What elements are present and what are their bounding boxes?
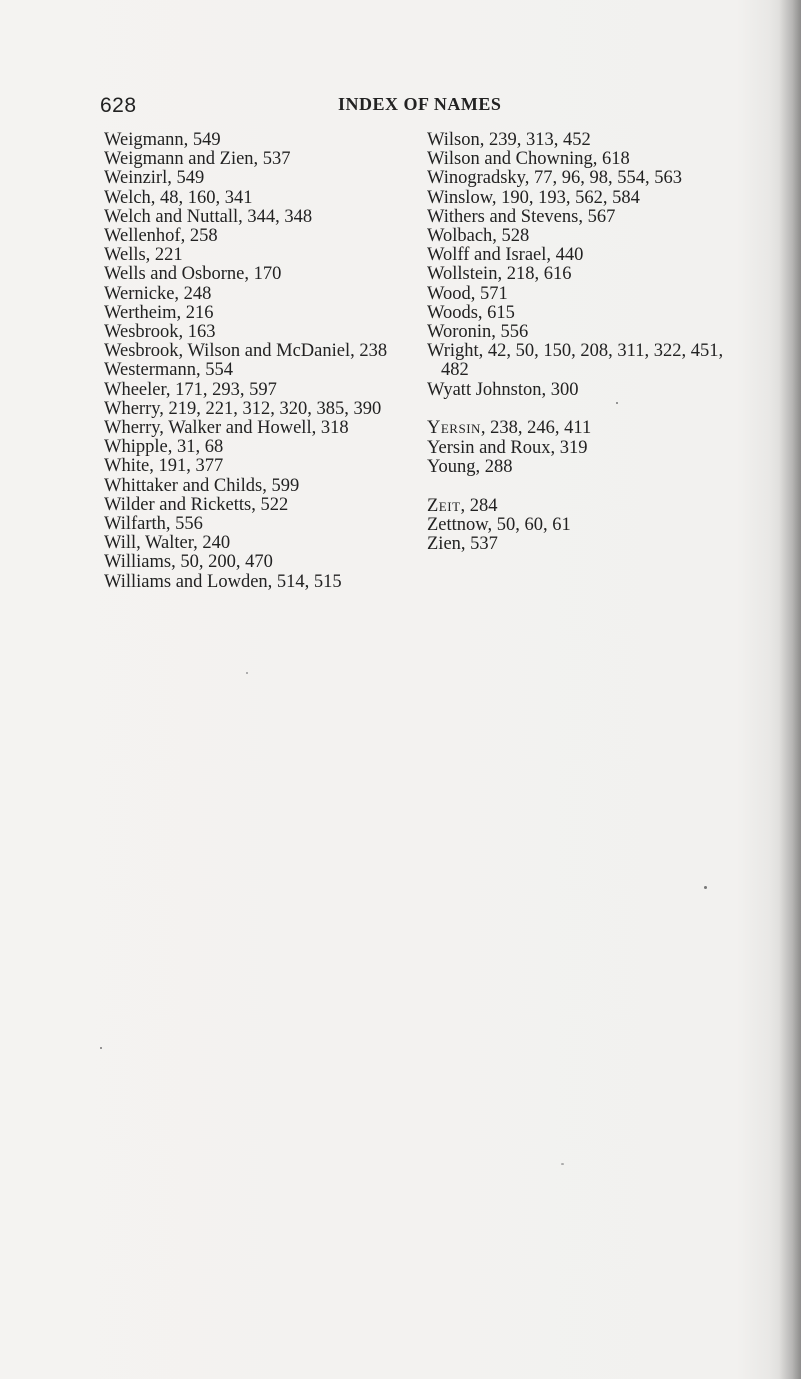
index-entry: Wollstein, 218, 616 bbox=[427, 264, 572, 285]
index-entry: Wilder and Ricketts, 522 bbox=[104, 494, 289, 515]
page-number: 628 bbox=[100, 94, 137, 117]
index-entry: Williams and Lowden, 514, 515 bbox=[104, 571, 342, 592]
index-entry: Wilson and Chowning, 618 bbox=[427, 149, 630, 170]
index-entry: Zien, 537 bbox=[427, 534, 498, 555]
index-entry: White, 191, 377 bbox=[104, 456, 224, 477]
index-entry: Winslow, 190, 193, 562, 584 bbox=[427, 187, 640, 208]
index-entry: Wilson, 239, 313, 452 bbox=[427, 130, 591, 150]
paper-speck bbox=[704, 886, 707, 889]
index-entry: Woronin, 556 bbox=[427, 322, 529, 343]
index-entry: Yersin and Roux, 319 bbox=[427, 437, 588, 458]
page-header bbox=[100, 94, 710, 118]
running-title: INDEX OF NAMES bbox=[338, 94, 502, 114]
letter-section-gap bbox=[427, 400, 727, 420]
index-entry: Wesbrook, Wilson and McDaniel, 238 bbox=[104, 341, 388, 362]
index-entry: Westermann, 554 bbox=[104, 360, 234, 381]
index-entry: Young, 288 bbox=[427, 456, 513, 477]
index-column-left bbox=[104, 131, 404, 592]
index-column-right bbox=[427, 131, 727, 554]
index-entry: Wood, 571 bbox=[427, 283, 508, 304]
index-entry: Wherry, 219, 221, 312, 320, 385, 390 bbox=[104, 398, 382, 419]
index-entry-pages: , 284 bbox=[460, 495, 498, 516]
index-entry: Withers and Stevens, 567 bbox=[427, 206, 616, 227]
index-entry: Wellenhof, 258 bbox=[104, 226, 218, 247]
index-entry: Welch, 48, 160, 341 bbox=[104, 187, 253, 208]
index-entry bbox=[427, 497, 727, 516]
index-entry: Wesbrook, 163 bbox=[104, 322, 216, 343]
index-entry: Zettnow, 50, 60, 61 bbox=[427, 514, 571, 535]
index-entry: Whipple, 31, 68 bbox=[104, 437, 224, 458]
page-edge-shadow bbox=[779, 0, 801, 1379]
section-first-name: Zeit bbox=[427, 495, 461, 516]
index-entry: Wolbach, 528 bbox=[427, 226, 530, 247]
letter-section-gap bbox=[427, 477, 727, 497]
paper-speck bbox=[246, 672, 248, 674]
index-entry: Weinzirl, 549 bbox=[104, 168, 205, 189]
index-entry: Weigmann, 549 bbox=[104, 130, 221, 150]
paper-speck bbox=[616, 402, 618, 404]
index-entry: Whittaker and Childs, 599 bbox=[104, 475, 300, 496]
paper-speck bbox=[561, 1163, 564, 1165]
index-entry: Wilfarth, 556 bbox=[104, 514, 203, 535]
index-entry: Woods, 615 bbox=[427, 302, 515, 323]
index-entry bbox=[427, 419, 727, 438]
index-entry-main: Wright, 42, 50, 150, 208, 311, 322, 451, bbox=[427, 341, 724, 362]
index-entry-wrapped bbox=[427, 342, 727, 380]
index-entry: Wernicke, 248 bbox=[104, 283, 212, 304]
index-entry-pages: , 238, 246, 411 bbox=[480, 418, 592, 439]
index-entry: Winogradsky, 77, 96, 98, 554, 563 bbox=[427, 168, 682, 189]
index-entry: Wells, 221 bbox=[104, 245, 183, 266]
index-entry: Wertheim, 216 bbox=[104, 302, 214, 323]
index-entry: Wyatt Johnston, 300 bbox=[427, 379, 579, 400]
index-entry: Wells and Osborne, 170 bbox=[104, 264, 282, 285]
index-entry: Wheeler, 171, 293, 597 bbox=[104, 379, 277, 400]
index-entry: Weigmann and Zien, 537 bbox=[104, 149, 291, 170]
index-entry: Will, Walter, 240 bbox=[104, 533, 231, 554]
index-entry: Welch and Nuttall, 344, 348 bbox=[104, 206, 313, 227]
index-entry: Wherry, Walker and Howell, 318 bbox=[104, 418, 349, 439]
section-first-name: Yersin bbox=[427, 418, 481, 439]
index-entry: Williams, 50, 200, 470 bbox=[104, 552, 273, 573]
index-entry: Wolff and Israel, 440 bbox=[427, 245, 584, 266]
index-entry-continuation: 482 bbox=[441, 360, 469, 381]
paper-speck bbox=[100, 1047, 102, 1049]
